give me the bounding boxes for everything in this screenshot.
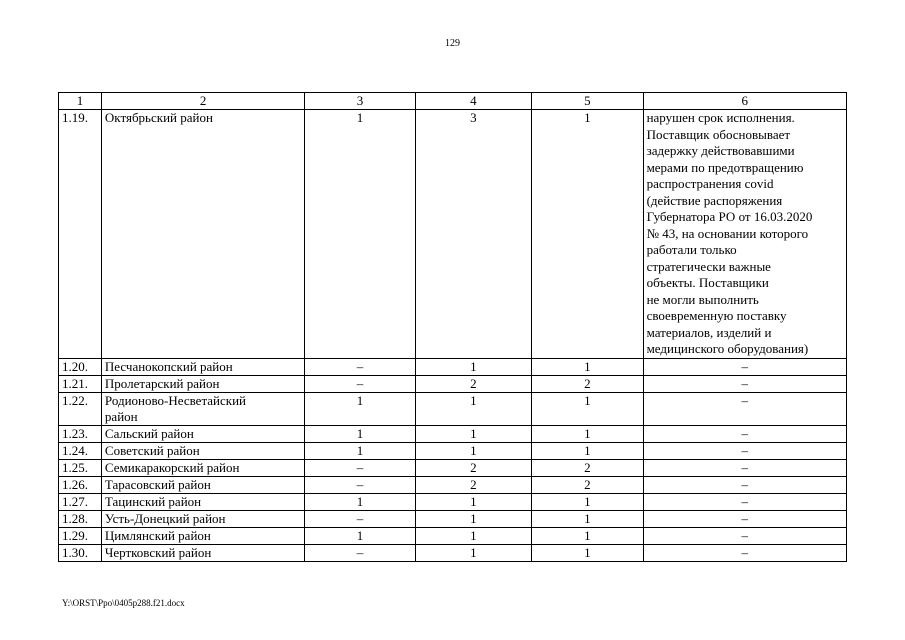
column-3-cell: 1 (305, 493, 415, 510)
note-cell: – (643, 375, 846, 392)
column-3-cell: – (305, 459, 415, 476)
column-4-cell: 2 (415, 476, 532, 493)
column-5-cell: 2 (532, 375, 643, 392)
district-name-cell: Тарасовский район (101, 476, 304, 493)
column-4-cell: 1 (415, 510, 532, 527)
table-row (59, 110, 847, 359)
district-name-cell: Цимлянский район (101, 527, 304, 544)
row-number-cell: 1.28. (59, 510, 102, 527)
column-3-cell: – (305, 476, 415, 493)
column-4-cell: 1 (415, 392, 532, 425)
column-4-cell: 3 (415, 110, 532, 359)
column-3-cell: 1 (305, 392, 415, 425)
row-number-cell: 1.29. (59, 527, 102, 544)
header-cell-3: 3 (305, 93, 415, 110)
column-4-cell: 1 (415, 425, 532, 442)
note-cell: – (643, 425, 846, 442)
table-row (59, 544, 847, 561)
row-number-cell: 1.25. (59, 459, 102, 476)
column-5-cell: 1 (532, 110, 643, 359)
column-3-cell: 1 (305, 425, 415, 442)
note-cell: – (643, 459, 846, 476)
row-number-cell: 1.24. (59, 442, 102, 459)
data-table (58, 92, 847, 562)
note-cell: – (643, 358, 846, 375)
header-cell-2: 2 (101, 93, 304, 110)
header-cell-5: 5 (532, 93, 643, 110)
column-5-cell: 1 (532, 392, 643, 425)
table-row (59, 476, 847, 493)
column-3-cell: – (305, 544, 415, 561)
table-row (59, 442, 847, 459)
column-4-cell: 1 (415, 442, 532, 459)
table-row (59, 425, 847, 442)
column-5-cell: 1 (532, 544, 643, 561)
row-number-cell: 1.23. (59, 425, 102, 442)
note-cell: нарушен срок исполнения. Поставщик обосновывает задержку действовавшими мерами по предотвращению распространения covid (действие распоряжения Губернатора РО от 16.03.2020 № 43, на основании которого работали только стратегически важные объекты. Поставщики не могли выполнить своевременную поставку материалов, изделий и медицинского оборудования) (643, 110, 846, 359)
row-number-cell: 1.21. (59, 375, 102, 392)
district-name-cell: Сальский район (101, 425, 304, 442)
column-3-cell: 1 (305, 442, 415, 459)
district-name-cell: Октябрьский район (101, 110, 304, 359)
note-cell: – (643, 527, 846, 544)
column-5-cell: 1 (532, 358, 643, 375)
column-4-cell: 2 (415, 375, 532, 392)
table-row (59, 493, 847, 510)
column-5-cell: 1 (532, 527, 643, 544)
row-number-cell: 1.30. (59, 544, 102, 561)
note-cell: – (643, 493, 846, 510)
district-name-cell: Советский район (101, 442, 304, 459)
note-cell: – (643, 544, 846, 561)
row-number-cell: 1.27. (59, 493, 102, 510)
table-row (59, 510, 847, 527)
column-4-cell: 1 (415, 358, 532, 375)
row-number-cell: 1.20. (59, 358, 102, 375)
column-3-cell: – (305, 510, 415, 527)
table-row (59, 527, 847, 544)
district-name-cell: Чертковский район (101, 544, 304, 561)
column-5-cell: 1 (532, 425, 643, 442)
district-name-cell: Усть-Донецкий район (101, 510, 304, 527)
file-path-footer: Y:\ORST\Ppo\0405p288.f21.docx (62, 598, 185, 608)
note-cell: – (643, 392, 846, 425)
district-name-cell: Тацинский район (101, 493, 304, 510)
table-row (59, 459, 847, 476)
row-number-cell: 1.19. (59, 110, 102, 359)
row-number-cell: 1.26. (59, 476, 102, 493)
column-5-cell: 2 (532, 476, 643, 493)
table-body (59, 110, 847, 562)
header-row (59, 93, 847, 110)
district-name-cell: Родионово-Несветайский район (101, 392, 304, 425)
header-cell-4: 4 (415, 93, 532, 110)
column-5-cell: 1 (532, 442, 643, 459)
district-name-cell: Песчанокопский район (101, 358, 304, 375)
column-3-cell: – (305, 375, 415, 392)
column-4-cell: 2 (415, 459, 532, 476)
column-3-cell: 1 (305, 110, 415, 359)
table-row (59, 358, 847, 375)
note-cell: – (643, 442, 846, 459)
page-number: 129 (445, 38, 460, 49)
note-cell: – (643, 510, 846, 527)
table-row (59, 375, 847, 392)
column-3-cell: 1 (305, 527, 415, 544)
row-number-cell: 1.22. (59, 392, 102, 425)
district-name-cell: Пролетарский район (101, 375, 304, 392)
column-3-cell: – (305, 358, 415, 375)
header-cell-6: 6 (643, 93, 846, 110)
column-4-cell: 1 (415, 527, 532, 544)
column-4-cell: 1 (415, 493, 532, 510)
district-name-cell: Семикаракорский район (101, 459, 304, 476)
column-5-cell: 1 (532, 493, 643, 510)
header-cell-1: 1 (59, 93, 102, 110)
column-4-cell: 1 (415, 544, 532, 561)
column-5-cell: 2 (532, 459, 643, 476)
column-5-cell: 1 (532, 510, 643, 527)
table-row (59, 392, 847, 425)
note-cell: – (643, 476, 846, 493)
